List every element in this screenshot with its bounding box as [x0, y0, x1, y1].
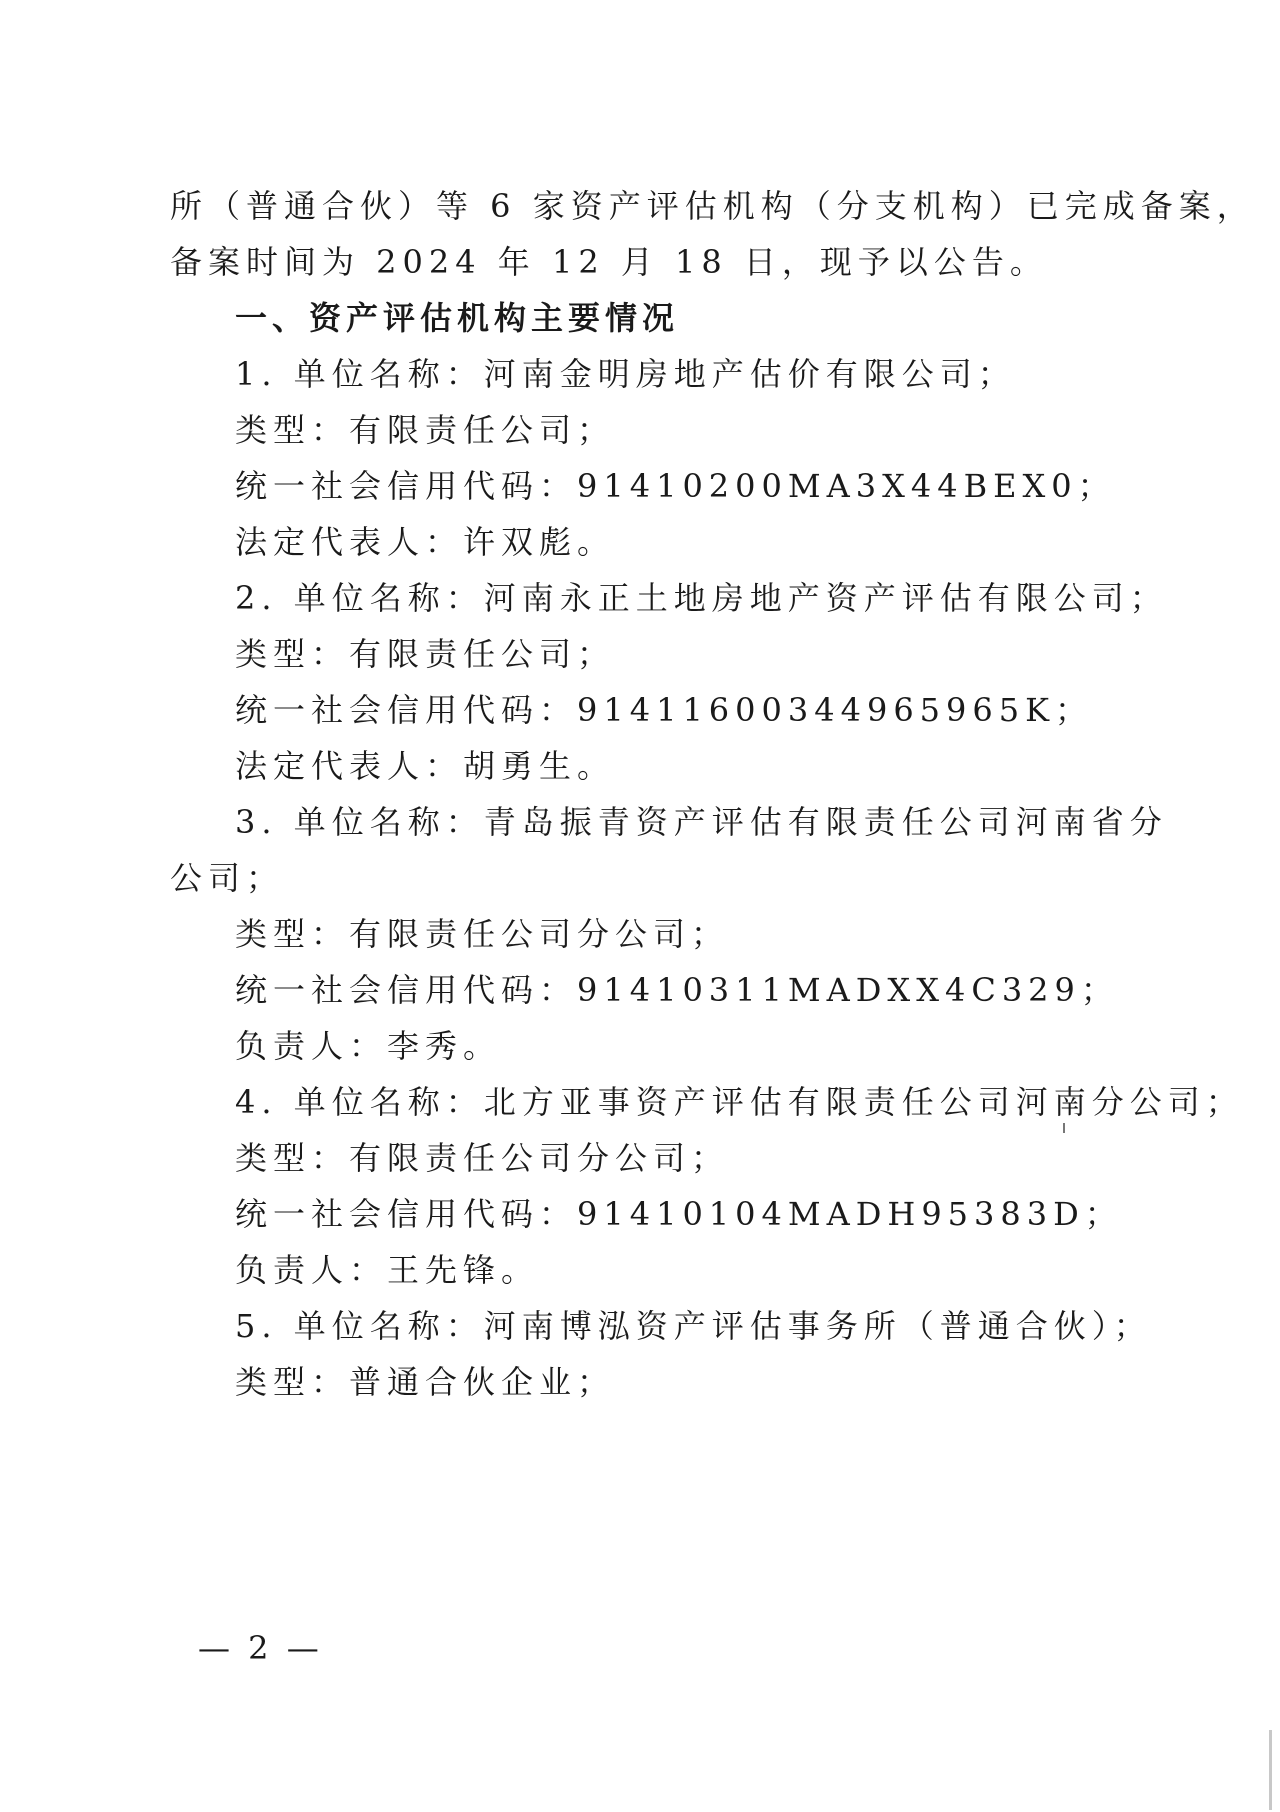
- page-number: — 2 —: [198, 1629, 323, 1667]
- scan-edge-mark: [1269, 1730, 1272, 1810]
- body-text-line: 类型：有限责任公司；: [235, 635, 616, 673]
- body-text-line: 负责人：王先锋。: [235, 1251, 540, 1289]
- body-text-line: 1. 单位名称：河南金明房地产估价有限公司；: [235, 355, 1016, 393]
- body-text-line: 统一社会信用代码：91410311MADXX4C329；: [235, 971, 1119, 1009]
- body-text-line: 统一社会信用代码：91411600344965965K；: [235, 691, 1094, 729]
- body-text-line: 5. 单位名称：河南博泓资产评估事务所（普通合伙）；: [235, 1307, 1152, 1345]
- body-text-line: 4. 单位名称：北方亚事资产评估有限责任公司河南分公司；: [235, 1083, 1244, 1121]
- body-text-line: 统一社会信用代码：91410104MADH95383D；: [235, 1195, 1123, 1233]
- body-text-line: 类型：普通合伙企业；: [235, 1363, 616, 1401]
- body-text-line: 所（普通合伙）等 6 家资产评估机构（分支机构）已完成备案，: [170, 187, 1255, 225]
- section-heading: 一、资产评估机构主要情况: [235, 299, 680, 337]
- body-text-line: 类型：有限责任公司分公司；: [235, 915, 730, 953]
- body-text-line: 3. 单位名称：青岛振青资产评估有限责任公司河南省分: [235, 803, 1168, 841]
- body-text-line: 法定代表人：许双彪。: [235, 523, 616, 561]
- body-text-line: 统一社会信用代码：91410200MA3X44BEX0；: [235, 467, 1116, 505]
- body-text-line: 2. 单位名称：河南永正土地房地产资产评估有限公司；: [235, 579, 1168, 617]
- body-text-line: 法定代表人：胡勇生。: [235, 747, 616, 785]
- body-text-line: 负责人：李秀。: [235, 1027, 502, 1065]
- body-text-line: 备案时间为 2024 年 12 月 18 日，现予以公告。: [170, 243, 1048, 281]
- scan-speck: [1063, 1123, 1065, 1133]
- body-text-line: 公司；: [170, 859, 285, 897]
- body-text-line: 类型：有限责任公司；: [235, 411, 616, 449]
- body-text-line: 类型：有限责任公司分公司；: [235, 1139, 730, 1177]
